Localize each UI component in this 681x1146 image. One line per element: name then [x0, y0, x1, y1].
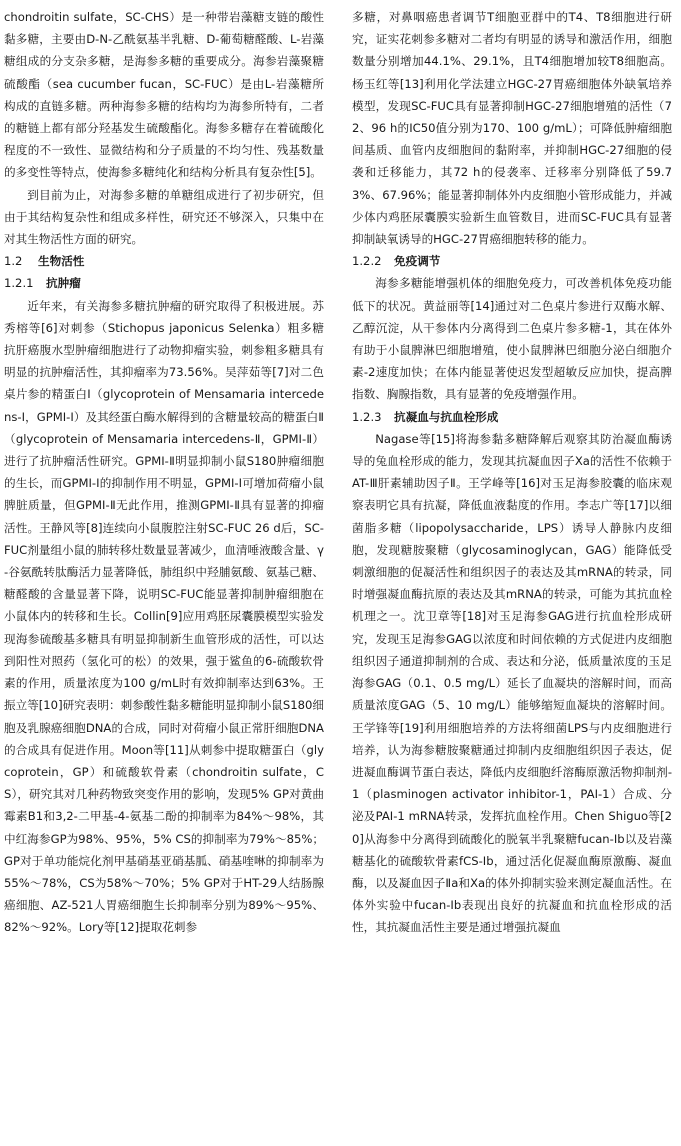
subsection-number: 1.2.3	[352, 409, 382, 424]
paragraph-antitumor: 近年来，有关海参多糖抗肿瘤的研究取得了积极进展。苏秀榕等[6]对刺参（Stichopus japonicus Selenka）粗多糖抗肝癌腹水型肿瘤细胞进行了动物抑瘤实验，刺参粗多糖具有明显的抗肿瘤活性，其抑瘤率为73.56%。吴萍茹等[7]对二色桌片参的精蛋白Ⅰ（glycoprotein of Mensamaria intercedens-Ⅰ，GPMI-Ⅰ）及其经蛋白酶水解得到的含糖量较高的糖蛋白Ⅱ（glycoprotein of Mensamaria intercedens-Ⅱ，GPMI-Ⅱ）进行了抗肿瘤活性研究。GPMI-Ⅱ明显抑制小鼠S180肿瘤细胞的生长，而GPMI-Ⅰ的抑制作用不明显，GPMI-Ⅰ可增加荷瘤小鼠脾脏质量，但GPMI-Ⅱ无此作用，推测GPMI-Ⅱ具有显著的抑瘤活性。王静风等[8]连续向小鼠腹腔注射SC-FUC 26 d后，SC-FUC剂量组小鼠的肺转移灶数量显著减少，血清唾液酸含量、γ-谷氨酰转肽酶活力显著降低，肺组织中羟脯氨酸、氨基己糖、糖醛酸的含量显著下降，说明SC-FUC能显著抑制肿瘤细胞在小鼠体内的转移和生长。Collin[9]应用鸡胚尿囊膜模型实验发现海参硫酸基多糖具有明显抑制新生血管形成的活性，可以达到阳性对照药（氢化可的松）的效果，强于鲨鱼的6-硫酸软骨素的作用，质量浓度为100 g/mL时有效抑制率达到63%。王振立等[10]研究表明：刺参酸性黏多糖能明显抑制小鼠S180细胞及乳腺癌细胞DNA的合成，同时对荷瘤小鼠正常肝细胞DNA的合成具有促进作用。Moon等[11]从刺参中提取糖蛋白（glycoprotein，GP）和硫酸软骨素（chondroitin sulfate，CS），研究其对几种药物致突变作用的影响，发现5% GP对黄曲霉素B1和3,2-二甲基-4-氨基二酚的抑制率为84%～98%，其中红海参GP为98%、95%，5% CS的抑制率为79%～85%；GP对于单功能烷化剂甲基硝基亚硝基胍、硝基喹啉的抑制率为55%～78%，CS为58%～70%；5% GP对于HT-29人结肠腺癌细胞、AZ-521人胃癌细胞生长抑制率分别为89%～95%、82%～92%。Lory等[12]提取花刺参	[4, 298, 324, 935]
section-number: 1.2	[4, 254, 23, 269]
subsection-heading-anticoagulant	[352, 406, 672, 428]
section-title: 生物活性	[38, 254, 85, 269]
subsection-heading-antitumor	[4, 272, 324, 294]
subsection-title: 抗肿瘤	[46, 276, 81, 291]
paragraph-research-status: 到目前为止，对海参多糖的单糖组成进行了初步研究，但由于其结构复杂性和组成多样性，研究还不够深入，只集中在对其生物活性方面的研究。	[4, 187, 324, 247]
paragraph-sc-chs: chondroitin sulfate，SC-CHS）是一种带岩藻糖支链的酸性黏多糖，主要由D-N-乙酰氨基半乳糖、D-葡萄糖醛酸、L-岩藻糖组成的分支杂多糖，是海参多糖的重要成分。海参岩藻聚糖硫酸酯（sea cucumber fucan，SC-FUC）是由L-岩藻糖所构成的直链多糖。两种海参多糖的结构均为海参所特有，二者的糖链上都有部分羟基发生硫酸酯化。海参多糖存在着硫酸化程度的不一致性、显微结构和分子质量的不均匀性、残基数量的多变性等特点，使海参多糖纯化和结构分析具有复杂性[5]。	[4, 10, 324, 180]
paragraph-immunity: 海参多糖能增强机体的细胞免疫力，可改善机体免疫功能低下的状况。黄益丽等[14]通过对二色桌片参进行双酶水解、乙醇沉淀，从干参体内分离得到二色桌片参多糖-1，其在体外有助于小鼠脾淋巴细胞增殖，使小鼠脾淋巴细胞分泌白细胞介素-2速度加快；在体内能显著使迟发型超敏反应加快，提高脾指数、胸腺指数，具有显著的免疫增强作用。	[352, 276, 672, 402]
paragraph-anticoagulant: Nagase等[15]将海参黏多糖降解后观察其防治凝血酶诱导的兔血栓形成的能力，发现其抗凝血因子Xa的活性不依赖于AT-Ⅲ肝素辅助因子Ⅱ。王学峰等[16]对玉足海参胶囊的临床观察表明它具有抗凝，降低血液黏度的作用。李志广等[17]以细菌脂多糖（lipopolysaccharide，LPS）诱导人静脉内皮细胞，发现糖胺聚糖（glycosaminoglycan，GAG）能降低受刺激细胞的促凝活性和组织因子的表达及其mRNA的转录，同时增强凝血酶抗原的表达及其mRNA的转录，可能为其抗血栓机理之一。沈卫章等[18]对玉足海参GAG进行抗血栓形成研究，发现玉足海参GAG以浓度和时间依赖的方式促进内皮细胞组织因子通道抑制剂的合成、表达和分泌，低质量浓度的玉足海参GAG（0.1、0.5 mg/L）延长了血凝块的溶解时间，而高质量浓度GAG（5、10 mg/L）能够缩短血凝块的溶解时间。王学锋等[19]利用细胞培养的方法将细菌LPS与内皮细胞进行培养，认为海参糖胺聚糖通过抑制内皮细胞组织因子表达，促进凝血酶调节蛋白表达，降低内皮细胞纤溶酶原激活物抑制剂-1（plasminogen activator inhibitor-1，PAI-1）合成、分泌及PAI-1 mRNA转录，发挥抗血栓作用。Chen Shiguo等[20]从海参中分离得到硫酸化的脱氧半乳聚糖fucan-Ib以及岩藻糖基化的硫酸软骨素fCS-Ib，通过活化促凝血酶原激酶、凝血酶，以及凝血因子Ⅱa和Xa的体外抑制实验来测定凝血活性。在体外实验中fucan-Ib表现出良好的抗凝血和抗血栓形成的活性，其抗凝血活性主要是通过增强抗凝血	[352, 431, 672, 935]
right-column	[352, 6, 672, 1140]
subsection-title: 抗凝血与抗血栓形成	[394, 409, 499, 424]
left-column	[4, 6, 324, 1140]
subsection-heading-immunity	[352, 250, 672, 272]
subsection-number: 1.2.2	[352, 254, 382, 269]
subsection-number: 1.2.1	[4, 276, 34, 291]
section-heading-bioactivity	[4, 250, 324, 272]
subsection-title: 免疫调节	[394, 254, 441, 269]
paragraph-antitumor-continued: 多糖，对鼻咽癌患者调节T细胞亚群中的T4、T8细胞进行研究，证实花刺参多糖对二者均有明显的诱导和激活作用，细胞数量分别增加44.1%、29.1%，且T4细胞增加较T8细胞高。杨玉红等[13]利用化学法建立HGC-27胃癌细胞体外缺氧培养模型，发现SC-FUC具有显著抑制HGC-27细胞增殖的活性（72、96 h的IC50值分别为170、100 g/mL）；可降低肿瘤细胞间基质、血管内皮细胞间的黏附率，并抑制HGC-27细胞的侵袭和迁移能力，其72 h的侵袭率、迁移率分别降低了59.73%、67.96%；能显著抑制体外内皮细胞小管形成能力，并减少体内鸡胚尿囊膜实验新生血管数目，进而SC-FUC具有显著抑制缺氧诱导的HGC-27胃癌细胞转移的能力。	[352, 10, 672, 247]
